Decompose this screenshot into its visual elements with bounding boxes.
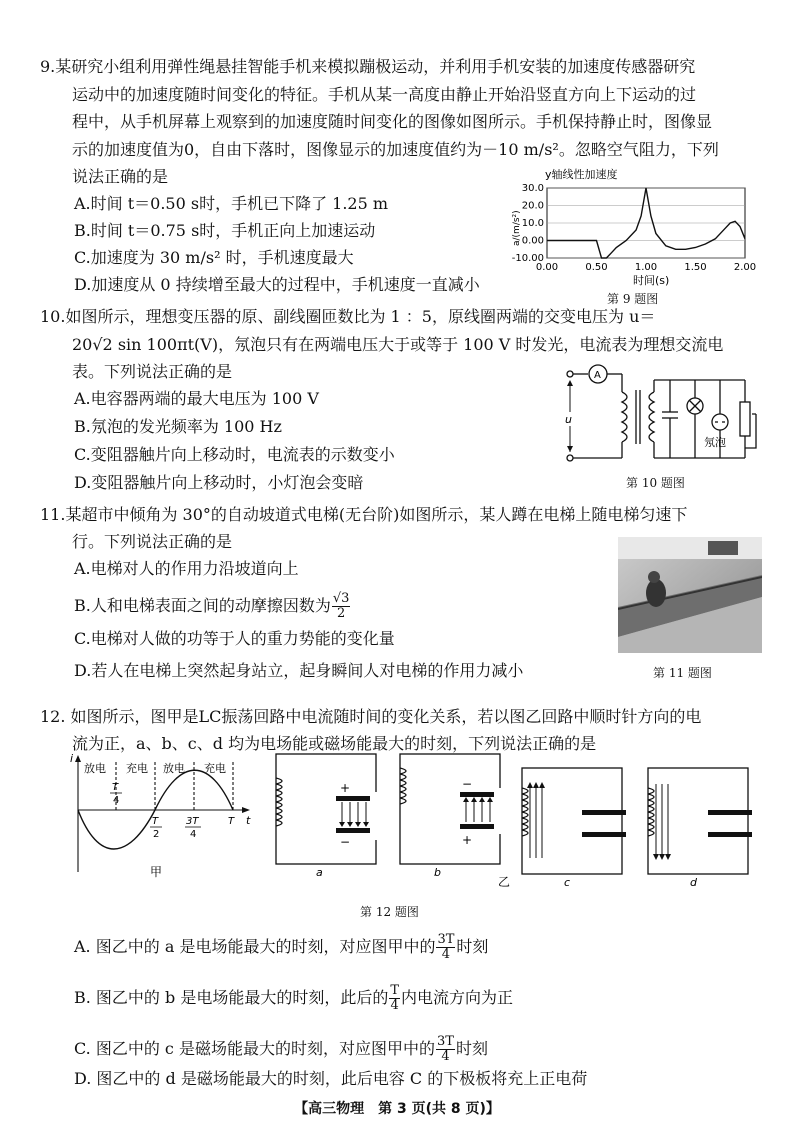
q9-option-c: C.加速度为 30 m/s² 时，手机速度最大 bbox=[74, 248, 354, 267]
plate-sign-b-bottom: + bbox=[462, 833, 473, 847]
tick-quarter-num: T bbox=[112, 782, 119, 793]
q10-option-d: D.变阻器触片向上移动时，小灯泡会变暗 bbox=[74, 473, 364, 492]
circuit-label-b: b bbox=[434, 866, 441, 879]
q12-stem-line2: 流为正，a、b、c、d 均为电场能或磁场能最大的时刻，下列说法正确的是 bbox=[72, 734, 597, 753]
q9-acceleration-chart bbox=[505, 166, 765, 286]
neon-bulb-icon bbox=[712, 414, 728, 430]
q10-stem-line1: 10.如图所示，理想变压器的原、副线圈匝数比为 1 ：5，原线圈两端的交变电压为 u＝ bbox=[40, 307, 656, 326]
tick-quarter-den: 4 bbox=[113, 795, 120, 806]
q9-stem-line5: 说法正确的是 bbox=[72, 167, 169, 186]
q9-option-a: A.时间 t＝0.50 s时，手机已下降了 1.25 m bbox=[74, 194, 389, 213]
q11-figure-caption: 第 11 题图 bbox=[653, 666, 712, 680]
q12-option-c-tail: 时刻 bbox=[455, 1039, 488, 1058]
chart-xtick-label: 1.00 bbox=[634, 262, 658, 273]
q9-figure-caption: 第 9 题图 bbox=[607, 292, 659, 306]
chart-xtick-label: 0.00 bbox=[535, 262, 559, 273]
phase-label-charge-2: 充电 bbox=[204, 762, 226, 775]
fraction-numerator: 3T bbox=[436, 1034, 454, 1049]
fraction-sqrt3-over-2 bbox=[332, 592, 351, 621]
circuit-d-loop bbox=[648, 768, 748, 874]
fraction-denominator: 4 bbox=[441, 1049, 450, 1064]
q11-stem-line2: 行。下列说法正确的是 bbox=[72, 532, 233, 551]
q10-option-a: A.电容器两端的最大电压为 100 V bbox=[74, 389, 319, 408]
q12-lc-circuits bbox=[262, 748, 762, 888]
neon-label: 氖泡 bbox=[704, 436, 726, 449]
tick-3quarter-den: 4 bbox=[190, 829, 197, 840]
q9-option-d: D.加速度从 0 持续增至最大的过程中，手机速度一直减小 bbox=[74, 275, 480, 294]
fraction-t-over-4 bbox=[389, 984, 400, 1013]
chart-ytick-label: 10.0 bbox=[521, 218, 544, 229]
q12-figure-caption: 第 12 题图 bbox=[360, 905, 419, 919]
chart-ytick-label: -10.00 bbox=[511, 253, 544, 264]
tick-half-den: 2 bbox=[153, 829, 160, 840]
q10-option-b: B.氖泡的发光频率为 100 Hz bbox=[74, 417, 282, 436]
axis-i-label: i bbox=[70, 752, 74, 765]
q11-option-b-text: B.人和电梯表面之间的动摩擦因数为 bbox=[74, 596, 331, 615]
fraction-numerator: 3T bbox=[437, 932, 455, 947]
ammeter-label: A bbox=[594, 370, 601, 381]
q12-option-d: D. 图乙中的 d 是磁场能最大的时刻，此后电容 C 的下极板将充上正电荷 bbox=[74, 1069, 588, 1088]
chart-xtick-label: 2.00 bbox=[733, 262, 757, 273]
axis-t-label: t bbox=[246, 814, 251, 827]
q10-stem-line3: 表。下列说法正确的是 bbox=[72, 362, 233, 381]
q11-option-c: C.电梯对人做的功等于人的重力势能的变化量 bbox=[74, 629, 395, 648]
plate-sign-a-top: + bbox=[340, 781, 351, 795]
fraction-numerator: T bbox=[390, 983, 400, 998]
q11-option-d: D.若人在电梯上突然起身站立，起身瞬间人对电梯的作用力减小 bbox=[74, 661, 524, 680]
phase-label-discharge-1: 放电 bbox=[84, 762, 106, 775]
person-figure bbox=[646, 579, 666, 607]
tick-3quarter-num: 3T bbox=[186, 816, 199, 827]
q12-option-c-text: C. 图乙中的 c 是磁场能最大的时刻，对应图甲中的 bbox=[74, 1039, 435, 1058]
chart-ytick-label: 0.00 bbox=[521, 235, 544, 247]
q12-option-b-text: B. 图乙中的 b 是电场能最大的时刻，此后的 bbox=[74, 988, 389, 1007]
q11-option-b bbox=[74, 592, 351, 621]
fraction-3t-over-4 bbox=[436, 1035, 455, 1064]
page-footer: 【高三物理 第 3 页(共 8 页)】 bbox=[294, 1101, 500, 1117]
plate-sign-a-bottom: − bbox=[340, 835, 351, 849]
q12-option-c bbox=[74, 1034, 488, 1064]
circuit-label-a: a bbox=[316, 866, 323, 879]
q12-option-a bbox=[74, 932, 488, 962]
chart-ylabel: a/(m/s²) bbox=[512, 210, 522, 246]
capacitor-plate-c-top bbox=[582, 810, 626, 815]
chart-xtick-label: 0.50 bbox=[585, 262, 608, 273]
phase-label-discharge-2: 放电 bbox=[163, 762, 185, 775]
fraction-3t-over-4 bbox=[436, 933, 455, 962]
circuit-label-c: c bbox=[564, 876, 571, 888]
q10-figure-caption: 第 10 题图 bbox=[626, 476, 685, 490]
q11-escalator-photo bbox=[618, 537, 762, 653]
q10-stem-line2: 20√2 sin 100πt(V)，氖泡只有在两端电压大于或等于 100 V 时发光，电流表为理想交流电 bbox=[72, 335, 724, 354]
chart-ytick-label: 30.0 bbox=[521, 183, 544, 194]
q9-stem-line1: 9.某研究小组利用弹性绳悬挂智能手机来模拟蹦极运动，并利用手机安装的加速度传感器研究 bbox=[40, 57, 696, 76]
q9-stem-line2: 运动中的加速度随时间变化的特征。手机从某一高度由静止开始沿竖直方向上下运动的过 bbox=[72, 85, 697, 104]
voltage-label-u: u bbox=[565, 413, 572, 426]
chart-title: y轴线性加速度 bbox=[545, 168, 618, 181]
chart-ytick-label: 20.0 bbox=[521, 200, 544, 212]
capacitor-plate-d-bottom bbox=[708, 832, 752, 837]
capacitor-plate-d-top bbox=[708, 810, 752, 815]
phase-label-charge-1: 充电 bbox=[126, 762, 148, 775]
q11-option-a: A.电梯对人的作用力沿坡道向上 bbox=[74, 559, 299, 578]
circuit-a-loop bbox=[276, 754, 376, 864]
q10-transformer-circuit bbox=[560, 362, 775, 470]
capacitor-plate-c-bottom bbox=[582, 832, 626, 837]
q12-option-b bbox=[74, 983, 513, 1013]
q9-option-b: B.时间 t＝0.75 s时，手机正向上加速运动 bbox=[74, 221, 376, 240]
circuit-b-loop bbox=[400, 754, 500, 864]
q11-stem-line1: 11.某超市中倾角为 30°的自动坡道式电梯(无台阶)如图所示，某人蹲在电梯上随电梯匀速下 bbox=[40, 505, 688, 524]
chart-xtick-label: 1.50 bbox=[684, 262, 707, 273]
q12-option-a-tail: 时刻 bbox=[456, 937, 489, 956]
fraction-denominator: 4 bbox=[441, 947, 451, 962]
tick-half-num: T bbox=[152, 816, 159, 827]
fraction-denominator: 4 bbox=[390, 998, 399, 1013]
q9-stem-line3: 程中，从手机屏幕上观察到的加速度随时间变化的图像如图所示。手机保持静止时，图像显 bbox=[72, 112, 713, 131]
q12-option-b-tail: 内电流方向为正 bbox=[401, 988, 514, 1007]
q10-option-c: C.变阻器触片向上移动时，电流表的示数变小 bbox=[74, 445, 395, 464]
circuit-c-loop bbox=[522, 768, 622, 874]
q12-stem-line1: 12. 如图所示，图甲是LC振荡回路中电流随时间的变化关系，若以图乙回路中顺时针方向的电 bbox=[40, 707, 702, 726]
q12-option-a-text: A. 图乙中的 a 是电场能最大的时刻，对应图甲中的 bbox=[74, 937, 436, 956]
circuit-label-d: d bbox=[690, 876, 697, 888]
fraction-denominator: 2 bbox=[337, 606, 346, 621]
q12-current-time-graph bbox=[68, 752, 258, 882]
tick-full: T bbox=[228, 816, 235, 827]
figure-jia-label: 甲 bbox=[150, 865, 163, 879]
rheostat-icon bbox=[740, 402, 750, 436]
q9-stem-line4: 示的加速度值为0，自由下落时，图像显示的加速度值约为－10 m/s²。忽略空气阻力，下列 bbox=[72, 140, 719, 159]
plate-sign-b-top: − bbox=[462, 777, 473, 791]
fraction-numerator: √3 bbox=[332, 591, 350, 606]
figure-yi-label: 乙 bbox=[498, 875, 511, 888]
chart-xlabel: 时间(s) bbox=[633, 274, 670, 286]
